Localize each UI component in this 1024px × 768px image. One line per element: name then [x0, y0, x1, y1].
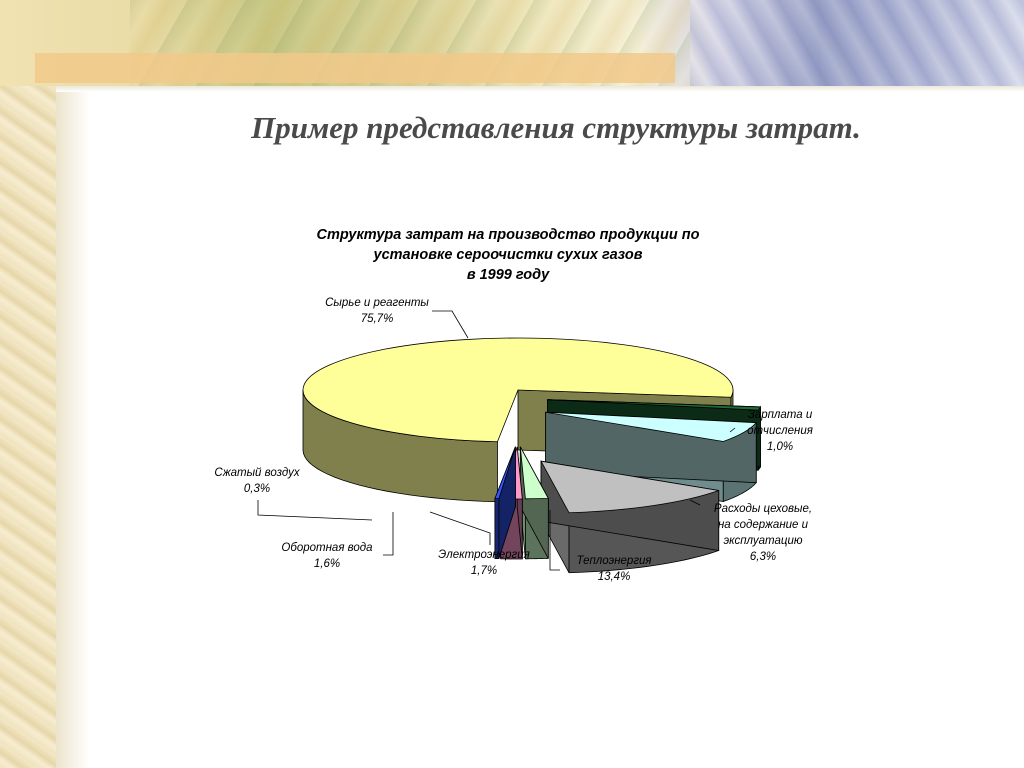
slice-name-label: Зарплата и: [747, 409, 813, 421]
slice-name-label: на содержание и: [717, 519, 809, 531]
slice-value-label: 13,4%: [597, 571, 631, 583]
slice-value-label: 75,7%: [360, 313, 394, 325]
slice-name-label: Сырье и реагенты: [325, 297, 429, 309]
leader-line-0: [432, 311, 468, 338]
slice-value-label: 0,3%: [243, 483, 271, 495]
slice-value-label: 1,6%: [313, 558, 341, 570]
leader-line-4: [430, 512, 490, 545]
slice-name-label: Расходы цеховые,: [713, 503, 813, 515]
slide-title: Пример представления структуры затрат.: [251, 110, 861, 145]
slice-name-label: Теплоэнергия: [576, 555, 652, 567]
slice-name-label: отчисления: [747, 425, 813, 437]
slice-value-label: 1,7%: [470, 565, 498, 577]
slice-name-label: Электроэнергия: [438, 549, 530, 561]
chart-title-line-3: в 1999 году: [466, 267, 550, 283]
slice-name-label: Сжатый воздух: [214, 467, 300, 479]
slice-name-label: эксплуатацию: [723, 535, 803, 547]
slice-value-label: 6,3%: [749, 551, 777, 563]
leader-line-5: [383, 512, 393, 555]
pie-slices: [303, 338, 760, 573]
chart-title-line-1: Структура затрат на производство продукции по: [316, 227, 700, 243]
slice-name-label: Оборотная вода: [281, 542, 373, 554]
leader-line-6: [258, 500, 372, 520]
chart-title-line-2: установке сероочистки сухих газов: [373, 247, 643, 263]
slice-value-label: 1,0%: [766, 441, 794, 453]
